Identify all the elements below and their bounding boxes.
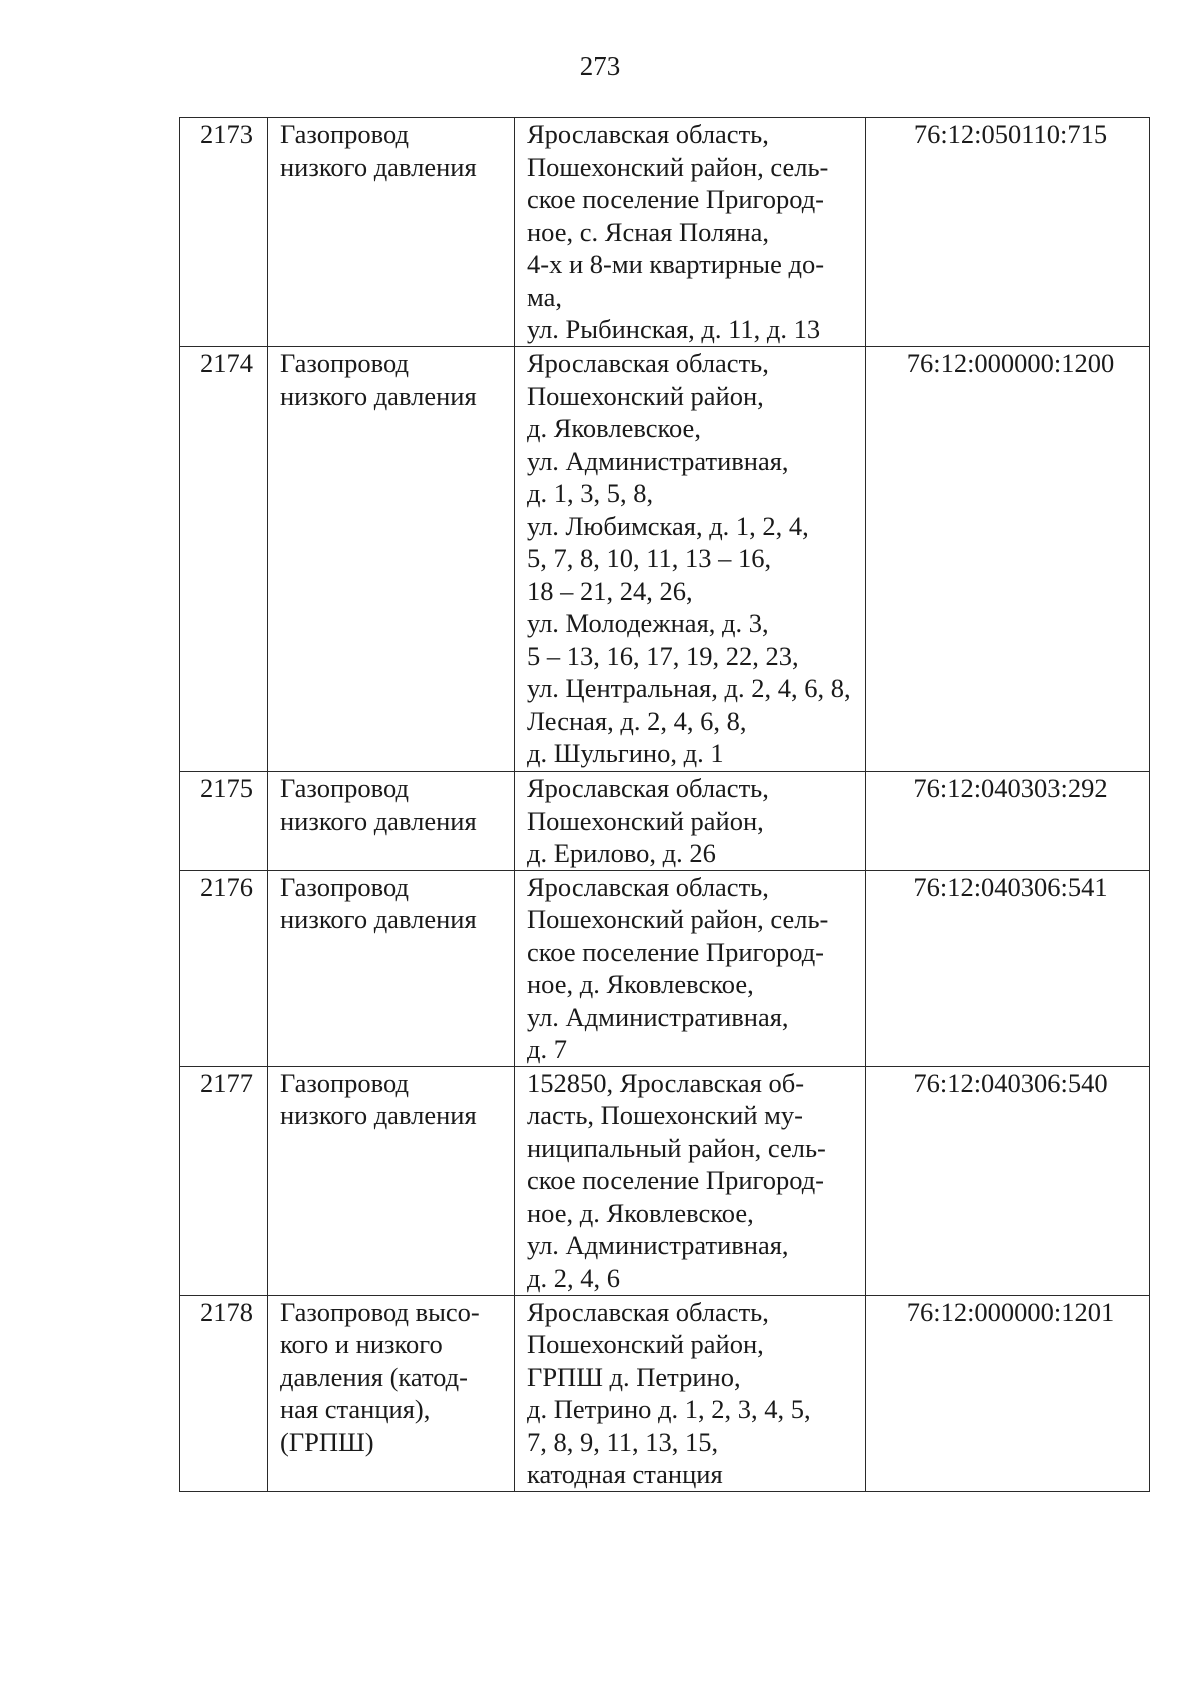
row-number-cell: 2175 [180,772,268,871]
row-number-cell: 2177 [180,1066,268,1295]
cadastral-number-cell: 76:12:040306:540 [866,1066,1150,1295]
table-row [180,1295,1150,1491]
address-cell: Ярославская область, Пошехонский район, д. Яковлевское, ул. Административная, д. 1, 3, 5, 8, ул. Любимская, д. 1, 2, 4, 5, 7, 8, 10, 11, 13 – 16, 18 – 21, 24, 26, ул. Молодежная, д. 3, 5 – 13, 16, 17, 19, 22, 23, ул. Центральная, д. 2, 4, 6, 8, Лесная, д. 2, 4, 6, 8, д. Шульгино, д. 1 [515,347,866,772]
address-cell: Ярославская область, Пошехонский район, сель- ское поселение Пригород- ное, с. Ясная Поляна, 4-х и 8-ми квартирные до- ма, ул. Рыбинская, д. 11, д. 13 [515,118,866,347]
object-name-cell: Газопровод низкого давления [268,870,515,1066]
table-row [180,347,1150,772]
row-number-cell: 2176 [180,870,268,1066]
object-name-cell: Газопровод низкого давления [268,772,515,871]
table-row [180,118,1150,347]
address-cell: 152850, Ярославская об- ласть, Пошехонский му- ниципальный район, сель- ское поселение Пригород- ное, д. Яковлевское, ул. Административная, д. 2, 4, 6 [515,1066,866,1295]
cadastral-number-cell: 76:12:050110:715 [866,118,1150,347]
row-number-cell: 2174 [180,347,268,772]
row-number-cell: 2173 [180,118,268,347]
table-row [180,772,1150,871]
table-row [180,1066,1150,1295]
row-number-cell: 2178 [180,1295,268,1491]
cadastral-number-cell: 76:12:040306:541 [866,870,1150,1066]
object-name-cell: Газопровод низкого давления [268,347,515,772]
registry-table [179,117,1150,1492]
address-cell: Ярославская область, Пошехонский район, сель- ское поселение Пригород- ное, д. Яковлевское, ул. Административная, д. 7 [515,870,866,1066]
address-cell: Ярославская область, Пошехонский район, ГРПШ д. Петрино, д. Петрино д. 1, 2, 3, 4, 5, 7, 8, 9, 11, 13, 15, катодная станция [515,1295,866,1491]
object-name-cell: Газопровод высо- кого и низкого давления (катод- ная станция), (ГРПШ) [268,1295,515,1491]
cadastral-number-cell: 76:12:000000:1201 [866,1295,1150,1491]
page-number: 273 [579,51,621,81]
table-row [180,870,1150,1066]
cadastral-number-cell: 76:12:040303:292 [866,772,1150,871]
address-cell: Ярославская область, Пошехонский район, д. Ерилово, д. 26 [515,772,866,871]
object-name-cell: Газопровод низкого давления [268,1066,515,1295]
cadastral-number-cell: 76:12:000000:1200 [866,347,1150,772]
object-name-cell: Газопровод низкого давления [268,118,515,347]
